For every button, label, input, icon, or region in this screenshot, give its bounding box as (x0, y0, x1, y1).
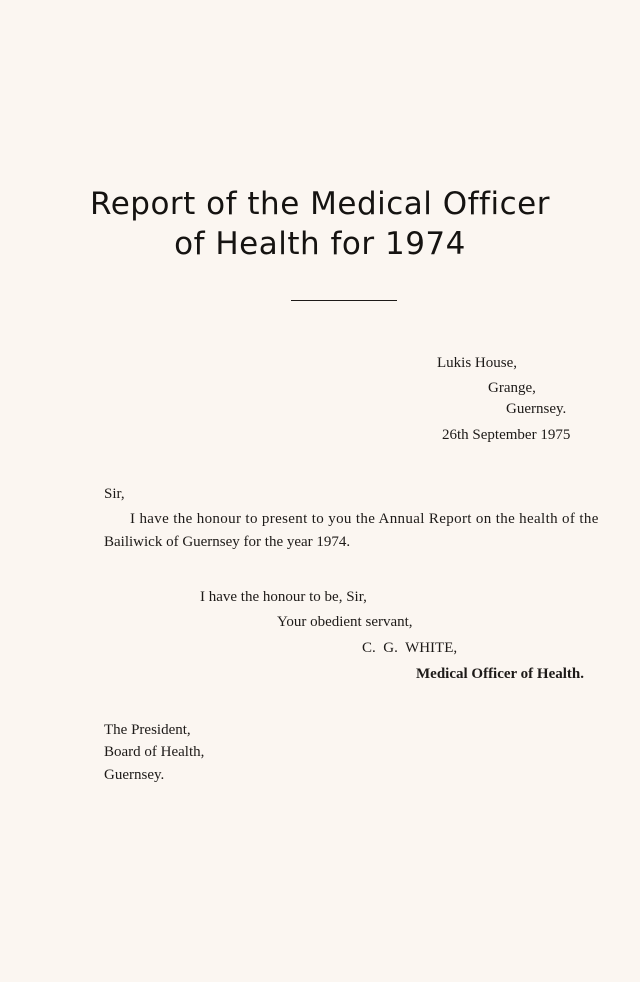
address-line-2: Grange, (488, 380, 536, 396)
body-line-1: I have the honour to present to you the Annual Report on the health of the (130, 511, 599, 527)
recipient-line-1: The President, (104, 722, 191, 738)
title-divider (291, 300, 397, 301)
signatory-position: Medical Officer of Health. (416, 666, 585, 682)
recipient-line-3: Guernsey. (104, 767, 165, 783)
recipient-line-2: Board of Health, (104, 744, 205, 760)
closing-line-2: Your obedient servant, (277, 614, 413, 630)
report-title-line-1: Report of the Medical Officer (90, 186, 550, 222)
report-title-line-2: of Health for 1974 (174, 226, 466, 262)
body-line-2: Bailiwick of Guernsey for the year 1974. (104, 534, 351, 550)
letter-date: 26th September 1975 (442, 427, 571, 443)
signatory-name: C. G. WHITE, (362, 640, 458, 656)
salutation: Sir, (104, 486, 125, 502)
address-line-3: Guernsey. (506, 401, 567, 417)
address-line-1: Lukis House, (437, 355, 517, 371)
closing-line-1: I have the honour to be, Sir, (200, 589, 367, 605)
